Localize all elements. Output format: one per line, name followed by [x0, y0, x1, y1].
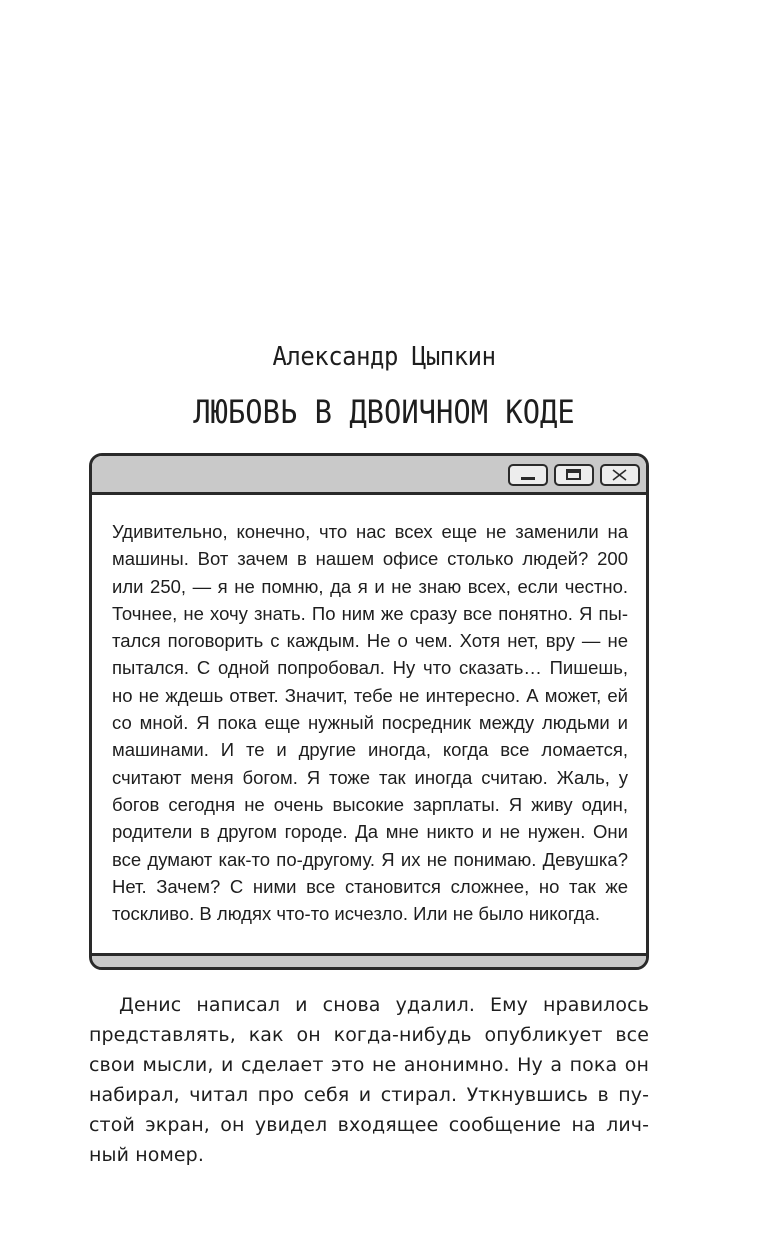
window-text: Удивительно, конечно, что нас всех еще не заменили на машины. Вот зачем в нашем офисе столько людей? 200 или 250, — я не помню, да я и не знаю всех, если честно. Точнее, не хочу знать. По ним же сразу все понятно. Я пытался поговорить с каждым. Не о чем. Хотя нет, вру — не пытался. С одной попробовал. Ну что сказать… Пишешь, но не ждешь ответ. Значит, тебе не интересно. А может, ей со мной. Я пока еще нужный посредник между людьми и машинами. И те и другие иногда, когда все ломается, считают меня богом. Я тоже так иногда считаю. Жаль, у богов сегодня не очень высокие зарплаты. Я живу один, родители в другом городе. Да мне никто и не нужен. Они все думают как-то по-другому. Я их не понимаю. Девушка? Нет. Зачем? С ними все становится сложнее, но так же тоскливо. В людях что-то исчезло. Или не было никогда. [112, 521, 628, 925]
window-statusbar [92, 953, 646, 967]
window-titlebar [92, 456, 646, 495]
retro-window-illustration [89, 453, 649, 970]
author-name: Александр Цыпкин [272, 342, 496, 372]
chapter-title: ЛЮБОВЬ В ДВОИЧНОМ КОДЕ [193, 393, 575, 431]
close-x-glyph [612, 469, 627, 481]
body-paragraph: Денис написал и снова удалил. Ему нравилось представлять, как он когда-нибудь опубликует все свои мысли, и сделает это не анонимно. Ну а пока он набирал, читал про себя и стирал. Уткнувшись в пустой экран, он увидел входящее сообщение на личный номер. [89, 994, 649, 1166]
minimize-icon [508, 464, 548, 486]
close-icon [600, 464, 640, 486]
maximize-icon [554, 464, 594, 486]
